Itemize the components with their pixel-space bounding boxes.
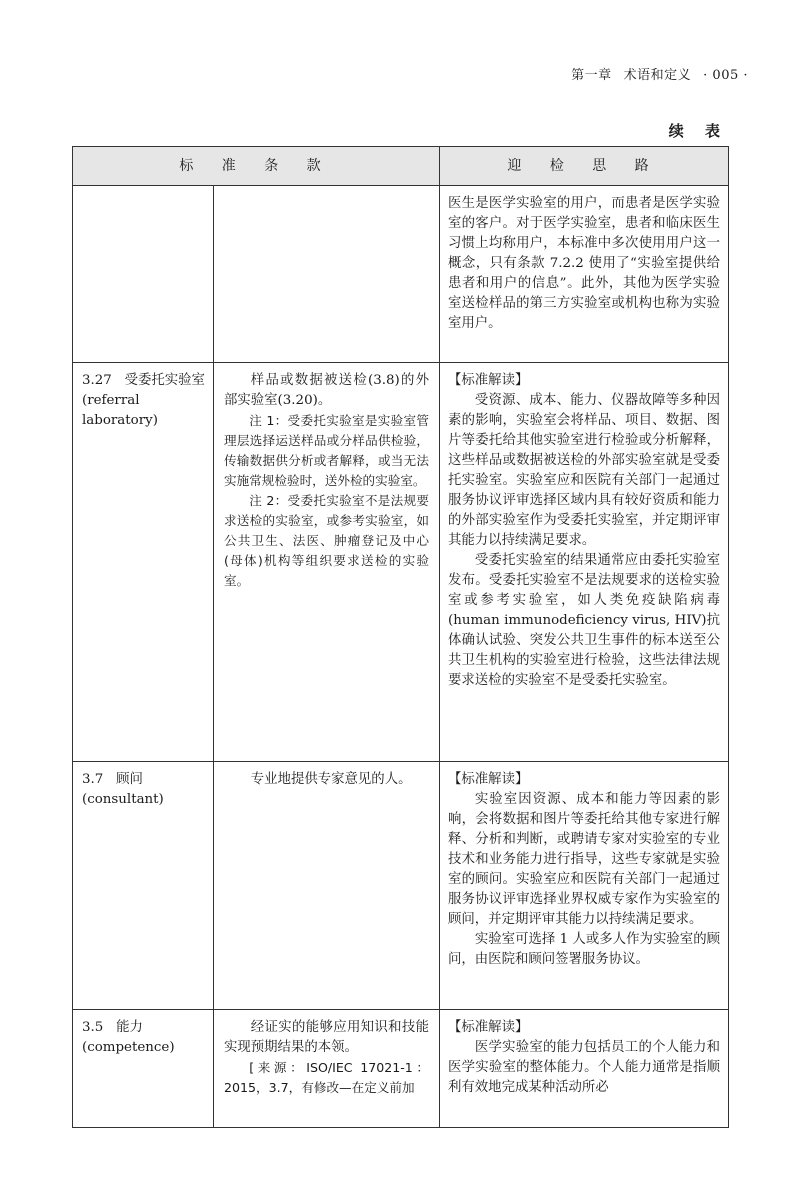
guide-heading: 【标准解读】	[448, 1020, 529, 1035]
guide-paragraph: 受资源、成本、能力、仪器故障等多种因素的影响，实验室会将样品、项目、数据、图片等委托给其他实验室进行检验或分析解释，这些样品或数据被送检的外部实验室就是受委托实验室。实验室应和医院有关部门一起通过服务协议评审选择区域内具有较好资质和能力的外部实验室作为受委托实验室，并定期评审其能力以持续满足要求。	[448, 393, 721, 548]
guide-heading: 【标准解读】	[448, 373, 529, 388]
guide-paragraph: 受委托实验室的结果通常应由委托实验室发布。受委托实验室不是法规要求的送检实验室或参考实验室，如人类免疫缺陷病毒(human immunodeficiency virus, HIV)抗体确认试验、突发公共卫生事件的标本送至公共卫生机构的实验室进行检验，这些法律法规要求送检的实验室不是受委托实验室。	[448, 553, 721, 688]
chapter-number: 第一章	[571, 68, 612, 83]
definition-source: [来源：ISO/IEC 17021-1：2015，3.7，有修改—在定义前加	[224, 1060, 430, 1095]
definition-cell	[214, 363, 440, 762]
definition-text: 专业地提供专家意见的人。	[250, 772, 412, 787]
definition-cell	[214, 186, 440, 363]
guide-paragraph: 医学实验室的能力包括员工的个人能力和医学实验室的整体能力。个人能力通常是指顺利有效地完成某种活动所必	[448, 1040, 721, 1095]
definition-cell	[214, 762, 440, 1010]
table-row	[73, 1010, 729, 1128]
running-header	[559, 64, 748, 83]
term-english: (consultant)	[82, 792, 164, 807]
table-row-continued	[73, 186, 729, 363]
guide-cell	[440, 363, 729, 762]
term-cell	[73, 186, 214, 363]
table-row	[73, 363, 729, 762]
term-number: 3.27	[82, 373, 112, 388]
guide-cell	[440, 762, 729, 1010]
standard-table	[72, 146, 729, 1128]
chapter-title: 术语和定义	[623, 68, 692, 83]
term-number: 3.5	[82, 1020, 104, 1035]
guide-paragraph: 医生是医学实验室的用户，而患者是医学实验室的客户。对于医学实验室，患者和临床医生习惯上均称用户，本标准中多次使用用户这一概念，只有条款 7.2.2 使用了“实验室提供给患者和用户的信息”。此外，其他为医学实验室送检样品的第三方实验室或机构也称为实验室用户。	[448, 196, 721, 331]
definition-note: 注 2：受委托实验室不是法规要求送检的实验室，或参考实验室，如公共卫生、法医、肿瘤登记及中心(母体)机构等组织要求送检的实验室。	[224, 493, 430, 588]
table-header-row	[73, 147, 729, 186]
continued-label: 续 表	[668, 122, 728, 140]
guide-cell	[440, 1010, 729, 1128]
column-header-guide: 迎 检 思 路	[440, 147, 729, 186]
term-english: (competence)	[82, 1040, 175, 1055]
guide-paragraph: 实验室因资源、成本和能力等因素的影响，会将数据和图片等委托给其他专家进行解释、分析和判断，或聘请专家对实验室的专业技术和业务能力进行指导，这些专家就是实验室的顾问。实验室应和医院有关部门一起通过服务协议评审选择业界权威专家作为实验室的顾问，并定期评审其能力以持续满足要求。	[448, 792, 721, 927]
term-cell	[73, 1010, 214, 1128]
page-number: · 005 ·	[703, 68, 748, 83]
definition-text: 经证实的能够应用知识和技能实现预期结果的本领。	[224, 1020, 430, 1055]
definition-cell	[214, 1010, 440, 1128]
term-chinese: 能力	[116, 1020, 143, 1035]
term-number: 3.7	[82, 772, 104, 787]
guide-cell	[440, 186, 729, 363]
definition-text: 样品或数据被送检(3.8)的外部实验室(3.20)。	[224, 373, 430, 408]
term-cell	[73, 762, 214, 1010]
guide-paragraph: 实验室可选择 1 人或多人作为实验室的顾问，由医院和顾问签署服务协议。	[448, 932, 721, 967]
definition-note: 注 1：受委托实验室是实验室管理层选择运送样品或分样品供检验，传输数据供分析或者解释，或当无法实施常规检验时，送外检的实验室。	[224, 413, 430, 488]
guide-heading: 【标准解读】	[448, 772, 529, 787]
term-cell	[73, 363, 214, 762]
term-chinese: 顾问	[116, 772, 143, 787]
term-english: (referral laboratory)	[82, 393, 158, 428]
term-chinese: 受委托实验室	[124, 373, 205, 388]
table-row	[73, 762, 729, 1010]
column-header-standard: 标 准 条 款	[73, 147, 440, 186]
